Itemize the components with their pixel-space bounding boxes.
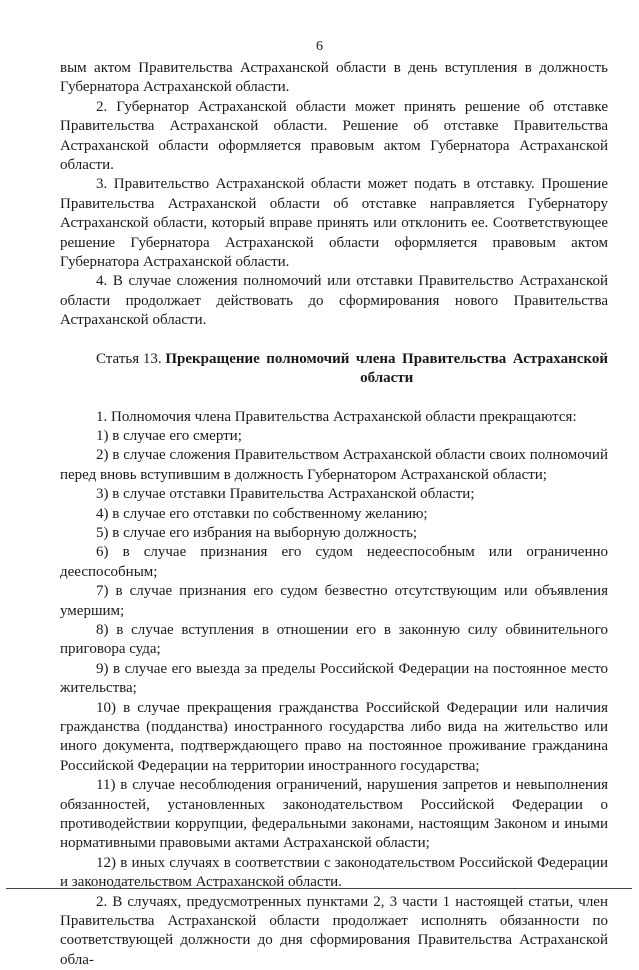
page-number: 6 xyxy=(316,39,323,54)
list-item: 10) в случае прекращения гражданства Российской Федерации или наличия гражданства (подданства) иностранного государства либо вида на жительство или иного документа, подтверждающего право на постоянное проживание гражданина Российской Федерации на территории иностранного государства; xyxy=(60,699,608,774)
list-item: 2) в случае сложения Правительством Астраханской области своих полномочий перед вновь вступившим в должность Губернатором Астраханской области; xyxy=(60,447,608,483)
list-item: 6) в случае признания его судом недееспособным или ограниченно дееспособным; xyxy=(60,544,608,580)
list-item: 3) в случае отставки Правительства Астраханской области; xyxy=(96,486,475,503)
list-item: 4) в случае его отставки по собственному желанию; xyxy=(96,505,428,522)
paragraph: 4. В случае сложения полномочий или отставки Правительство Астраханской области продолжает действовать до сформирования нового Правительства Астраханской области. xyxy=(60,273,608,329)
list-item: 1. Полномочия члена Правительства Астраханской области прекращаются: xyxy=(96,408,577,425)
article-heading xyxy=(60,350,608,389)
list-item: 8) в случае вступления в отношении его в законную силу обвинительного приговора суда; xyxy=(60,621,608,658)
list-item: 12) в иных случаях в соответствии с законодательством Российской Федерации и законодательством Астраханской области. xyxy=(60,854,608,891)
article-number: Статья 13. xyxy=(96,350,166,367)
list-item: 7) в случае признания его судом безвестно отсутствующим или объявления умершим; xyxy=(60,583,608,619)
list-item: 11) в случае несоблюдения ограничений, нарушения запретов и невыполнения обязанностей, установленных законодательством Российской Федерации о противодействии коррупции, федеральными законами, настоящим Законом и иными нормативными правовыми актами Астраханской области; xyxy=(60,777,608,852)
paragraph: 3. Правительство Астраханской области может подать в отставку. Прошение Правительства Астраханской области об отставке направляется Губернатору Астраханской области, который вправе принять или отклонить ее. Соответствующее решение Губернатора Астраханской области оформляется правовым актом Губернатора Астраханской области. xyxy=(60,176,608,271)
article-title: Прекращение полномочий члена Правительства Астраханской области xyxy=(165,350,608,387)
paragraph: 2. Губернатор Астраханской области может принять решение об отставке Правительства Астраханской области. Решение об отставке Правительства Астраханской области оформляется правовым актом Губернатора Астраханской области. xyxy=(60,98,608,174)
paragraph: 2. В случаях, предусмотренных пунктами 2, 3 части 1 настоящей статьи, член Правительства Астраханской области продолжает исполнять обязанности по соответствующей должности до дня сформирования Правительства Астраханской обла- xyxy=(60,893,608,968)
page-bottom-rule xyxy=(6,888,632,889)
paragraph: вым актом Правительства Астраханской области в день вступления в должность Губернатора Астраханской области. xyxy=(60,60,608,96)
document-body xyxy=(60,59,608,970)
list-item: 1) в случае его смерти; xyxy=(96,427,242,444)
list-item: 5) в случае его избрания на выборную должность; xyxy=(96,524,418,541)
list-item: 9) в случае его выезда за пределы Российской Федерации на постоянное место жительства; xyxy=(60,660,608,697)
